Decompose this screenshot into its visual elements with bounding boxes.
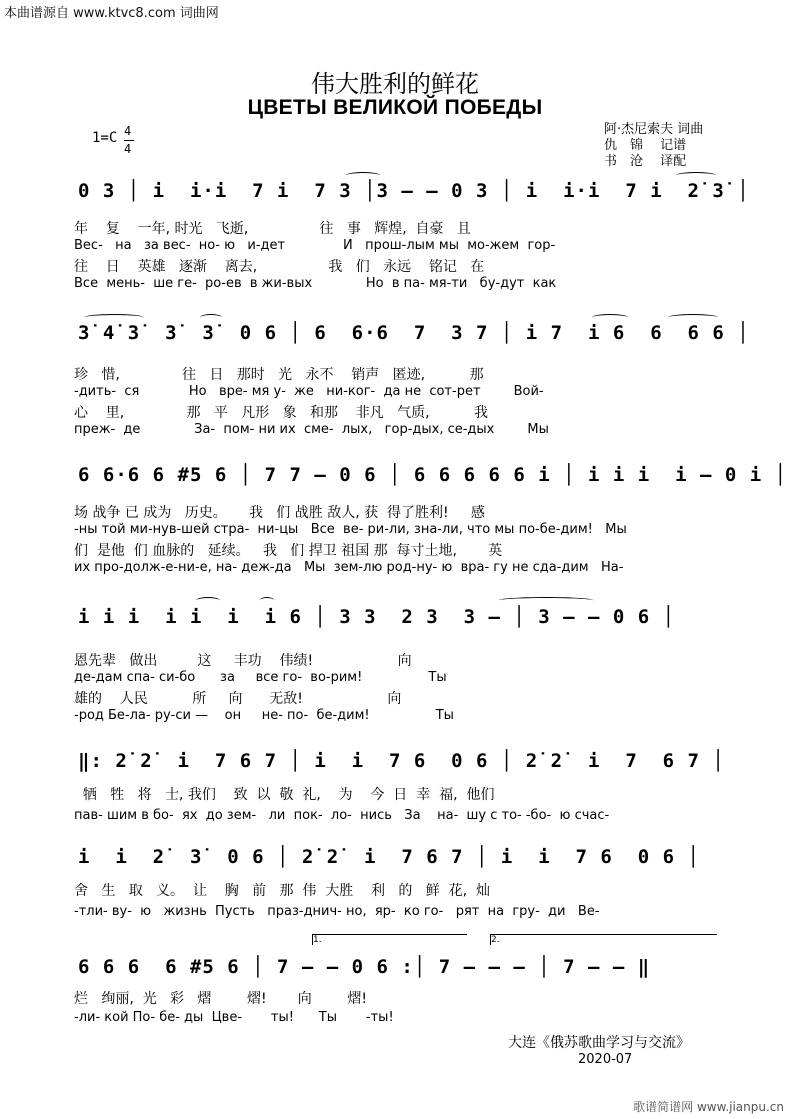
slur xyxy=(260,597,274,604)
lyric-line: 恩先辈 做出 这 丰功 伟绩! 向 xyxy=(74,653,412,669)
time-signature-bottom: 4 xyxy=(124,142,132,156)
lyric-line: 舍 生 取 义。 让 胸 前 那 伟 大胜 利 的 鲜 花, 灿 xyxy=(74,883,491,899)
credit-notation: 仇 锦 记谱 xyxy=(604,138,687,153)
footer-date: 2020-07 xyxy=(578,1052,633,1067)
credit-lyrics-music: 阿·杰尼索夫 词曲 xyxy=(604,122,704,137)
lyric-line: Вес- на за вес- но- ю и-дет И прош-лым мы мо-жем гор- xyxy=(74,238,556,253)
lyric-line: де-дам спа- си-бо за все го- во-рим! Ты xyxy=(74,670,447,685)
lyric-line: преж- де За- пом- ни их сме- лых, гор-дых, се-дых Мы xyxy=(74,422,549,437)
lyric-line: 心 里, 那 平 凡形 象 和那 非凡 气质, 我 xyxy=(74,405,489,421)
watermark: 歌谱简谱网 www.jianpu.cn xyxy=(633,1100,784,1114)
lyric-line: 场 战争 已 成为 历史。 我 们 战胜 敌人, 获 得了胜利! 感 xyxy=(74,505,485,521)
lyric-line: 往 日 英雄 逐渐 离去, 我 们 永远 铭记 在 xyxy=(74,259,485,275)
lyric-line: -род Бе-ла- ру-си — он не- по- бе-дим! Ты xyxy=(74,708,454,723)
lyric-line: -тли- ву- ю жизнь Пусть праз-днич- но, яр- ко го- рят на гру- ди Ве- xyxy=(74,904,600,919)
lyric-line: их про-долж-е-ни-е, на- деж-да Мы зем-лю род-ну- ю вра- гу не сда-дим На- xyxy=(74,560,624,575)
time-signature-top: 4 xyxy=(124,124,132,138)
lyric-line: -ли- кой По- бе- ды Цве- ты! Ты -ты! xyxy=(74,1010,394,1025)
lyric-line: 年 复 一年, 时光 飞逝, 往 事 辉煌, 自豪 且 xyxy=(74,221,471,237)
lyric-line: 雄的 人民 所 向 无敌! 向 xyxy=(74,691,402,707)
notation-row: 3̇ 4̇ 3̇ 3̇ 3̇ 0 6 │ 6 6·6 7 3 7 │ i 7 i 6 6 6 6 │ xyxy=(78,322,750,344)
lyric-line: -дить- ся Но вре- мя у- же ни-ког- да не сот-рет Вой- xyxy=(74,384,544,399)
title-chinese: 伟大胜利的鲜花 xyxy=(311,70,479,98)
slur xyxy=(592,314,628,321)
slur xyxy=(346,172,380,179)
lyric-line: 珍 惜, 往 日 那时 光 永不 销声 匿迹, 那 xyxy=(74,367,484,383)
slur xyxy=(668,314,718,321)
title-russian: ЦВЕТЫ ВЕЛИКОЙ ПОБЕДЫ xyxy=(247,96,543,119)
source-label: 本曲谱源自 www.ktvc8.com 词曲网 xyxy=(4,6,219,21)
volta-first-ending: 1. xyxy=(312,934,467,945)
lyric-line: 牺 牲 将 士, 我们 致 以 敬 礼, 为 今 日 幸 福, 他们 xyxy=(74,787,495,803)
lyric-line: пав- шим в бо- ях до зем- ли пок- ло- нись За на- шу с то- -бо- ю счас- xyxy=(74,808,610,823)
notation-row: 0 3 │ i i·i 7 i 7 3 │3 – – 0 3 │ i i·i 7 i 2̇ 3̇ │ xyxy=(78,180,750,202)
slur xyxy=(200,314,222,321)
slur xyxy=(84,314,144,321)
slur xyxy=(676,172,716,179)
notation-row: i i 2̇ 3̇ 0 6 │ 2̇ 2̇ i 7 6 7 │ i i 7 6 0 6 │ xyxy=(78,846,700,868)
slur xyxy=(196,597,220,604)
volta-second-ending: 2. xyxy=(490,934,717,945)
lyric-line: Все мень- ше ге- ро-ев в жи-вых Но в па- мя-ти бу-дут как xyxy=(74,276,557,291)
notation-row: i i i i i i i 6 │ 3 3 2 3 3 – │ 3 – – 0 6 │ xyxy=(78,606,676,628)
slur xyxy=(498,597,594,604)
time-signature-line xyxy=(124,140,134,141)
footer-source: 大连《俄苏歌曲学习与交流》 xyxy=(508,1035,690,1051)
lyric-line: -ны той ми-нув-шей стра- ни-цы Все ве- ри-ли, зна-ли, что мы по-бе-дим! Мы xyxy=(74,522,627,537)
lyric-line: 烂 绚丽, 光 彩 熠 熠! 向 熠! xyxy=(74,991,367,1007)
credit-translation: 书 沧 译配 xyxy=(604,154,687,169)
notation-row: ‖: 2̇ 2̇ i 7 6 7 │ i i 7 6 0 6 │ 2̇ 2̇ i 7 6 7 │ xyxy=(78,750,725,772)
notation-row: 6 6·6 6 #5 6 │ 7 7 – 0 6 │ 6 6 6 6 6 i │ i i i i – 0 i │ xyxy=(78,464,788,486)
notation-row: 6 6 6 6 #5 6 │ 7 – – 0 6 :│ 7 – – – │ 7 – – ‖ xyxy=(78,956,651,978)
lyric-line: 们 是他 们 血脉的 延续。 我 们 捍卫 祖国 那 每寸土地, 英 xyxy=(74,543,503,559)
key-signature: 1=C xyxy=(92,130,118,146)
